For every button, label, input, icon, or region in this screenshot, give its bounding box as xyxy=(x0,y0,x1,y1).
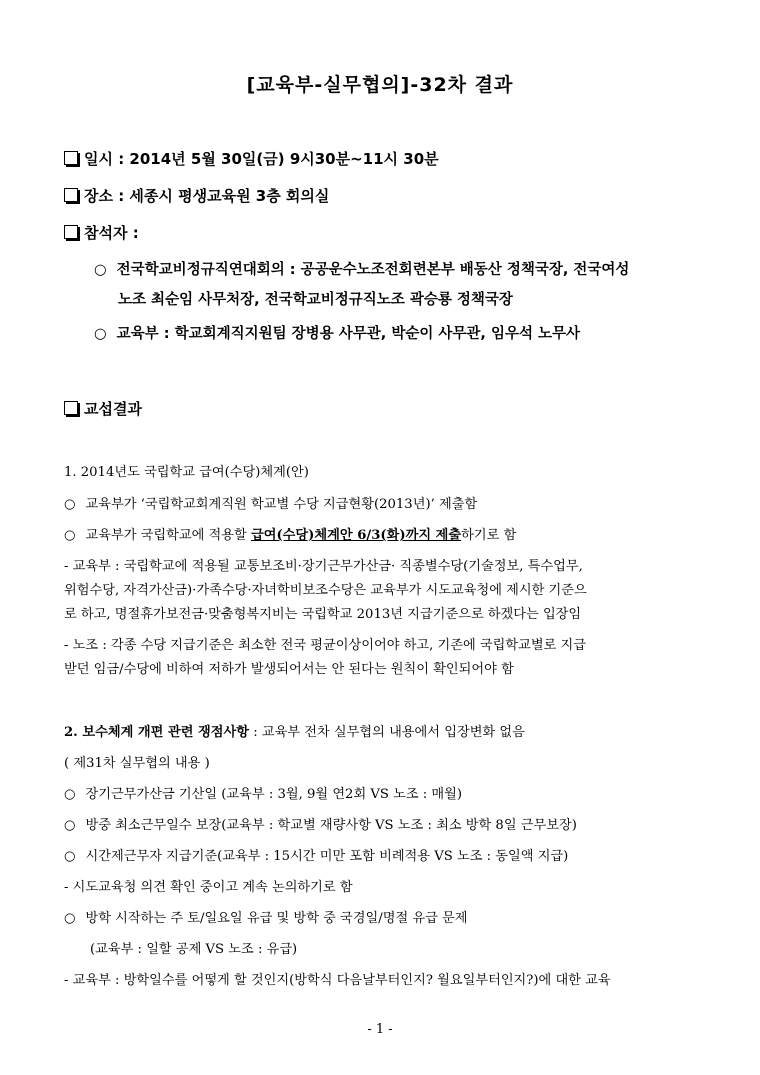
section1-dash1-line1: - 교육부 : 국립학교에 적용될 교통보조비·장기근무가산금· 직종별수당(기술정보, 특수업무, xyxy=(64,559,583,574)
meeting-place xyxy=(64,185,329,206)
section1-dash1-line3: 로 하고, 명절휴가보전금·맞춤형복지비는 국립학교 2013년 지급기준으로 하겠다는 입장임 xyxy=(64,607,582,622)
attendees-label: 참석자 : xyxy=(84,224,139,242)
attendees-heading xyxy=(64,222,139,243)
section1-bullet2-emphasis: 급여(수당)체계안 6/3(화)까지 제출 xyxy=(250,528,462,543)
section1-bullet2 xyxy=(64,524,516,543)
circle-bullet-icon: ○ xyxy=(94,326,107,342)
attendee-ministry xyxy=(94,322,580,343)
section2-heading-rest: : 교육부 전차 실무협의 내용에서 입장변화 없음 xyxy=(249,725,525,740)
circle-bullet-icon: ○ xyxy=(64,849,76,864)
attendee-union-line1 xyxy=(94,258,629,279)
circle-bullet-icon: ○ xyxy=(64,787,76,802)
section1-bullet2-post: 하기로 함 xyxy=(461,528,517,543)
page-number: - 1 - xyxy=(367,1022,393,1037)
document-title: [교육부-실무협의]-32차 결과 xyxy=(246,74,514,96)
section2-bullet4-text: 방학 시작하는 주 토/일요일 유급 및 방학 중 국경일/명절 유급 문제 xyxy=(85,911,468,926)
section1-dash2-line2: 받던 임금/수당에 비하여 저하가 발생되어서는 안 된다는 원칙이 확인되어야 함 xyxy=(64,662,514,677)
section1-bullet1 xyxy=(64,493,477,512)
circle-bullet-icon: ○ xyxy=(64,497,76,512)
meeting-date-text: 일시 : 2014년 5월 30일(금) 9시30분~11시 30분 xyxy=(84,150,439,168)
attendee-union-line2: 노조 최순임 사무처장, 전국학교비정규직노조 곽승룡 정책국장 xyxy=(118,292,513,308)
section2-bullet2 xyxy=(64,814,577,833)
checkbox-icon xyxy=(64,401,78,415)
meeting-place-text: 장소 : 세종시 평생교육원 3층 회의실 xyxy=(84,187,330,205)
attendee-union-text: 전국학교비정규직연대회의 : 공공운수노조전회련본부 배동산 정책국장, 전국여성 xyxy=(116,262,630,278)
section2-heading-bold: 2. 보수체계 개편 관련 쟁점사항 xyxy=(64,725,250,740)
circle-bullet-icon: ○ xyxy=(64,911,76,926)
section1-bullet2-pre: 교육부가 국립학교에 적용할 xyxy=(85,528,251,543)
meeting-date xyxy=(64,148,439,169)
section2-bullet4 xyxy=(64,907,468,926)
checkbox-icon xyxy=(64,225,78,239)
section1-heading: 1. 2014년도 국립학교 급여(수당)체계(안) xyxy=(64,465,309,480)
results-label: 교섭결과 xyxy=(84,400,142,418)
results-heading xyxy=(64,398,142,419)
section2-bullet3-text: 시간제근무자 지급기준(교육부 : 15시간 미만 포함 비례적용 VS 노조 : 동일액 지급) xyxy=(85,849,569,864)
section2-bullet4-sub: (교육부 : 일할 공제 VS 노조 : 유급) xyxy=(90,942,298,957)
checkbox-icon xyxy=(64,151,78,165)
section2-bullet1 xyxy=(64,783,462,802)
section2-paren: ( 제31차 실무협의 내용 ) xyxy=(64,756,210,771)
section2-bullet3 xyxy=(64,845,568,864)
section2-dash1: - 시도교육청 의견 확인 중이고 계속 논의하기로 함 xyxy=(64,880,353,895)
section2-bullet2-text: 방중 최소근무일수 보장(교육부 : 학교별 재량사항 VS 노조 : 최소 방학 8일 근무보장) xyxy=(85,818,577,833)
section1-bullet1-text: 교육부가 ‘국립학교회계직원 학교별 수당 지급현황(2013년)’ 제출함 xyxy=(85,497,478,512)
attendee-ministry-text: 교육부 : 학교회계직지원팀 장병용 사무관, 박순이 사무관, 임우석 노무사 xyxy=(116,326,581,342)
section1-dash1-line2: 위험수당, 자격가산금)·가족수당·자녀학비보조수당은 교육부가 시도교육청에 제시한 기준으 xyxy=(64,583,587,598)
section2-bullet1-text: 장기근무가산금 기산일 (교육부 : 3월, 9월 연2회 VS 노조 : 매월) xyxy=(85,787,463,802)
circle-bullet-icon: ○ xyxy=(64,818,76,833)
section1-dash2-line1: - 노조 : 각종 수당 지급기준은 최소한 전국 평균이상이어야 하고, 기존에 국립학교별로 지급 xyxy=(64,638,586,653)
section2-heading xyxy=(64,721,525,740)
circle-bullet-icon: ○ xyxy=(94,262,107,278)
checkbox-icon xyxy=(64,188,78,202)
circle-bullet-icon: ○ xyxy=(64,528,76,543)
section2-dash2: - 교육부 : 방학일수를 어떻게 할 것인지(방학식 다음날부터인지? 월요일부터인지?)에 대한 교육 xyxy=(64,973,611,988)
